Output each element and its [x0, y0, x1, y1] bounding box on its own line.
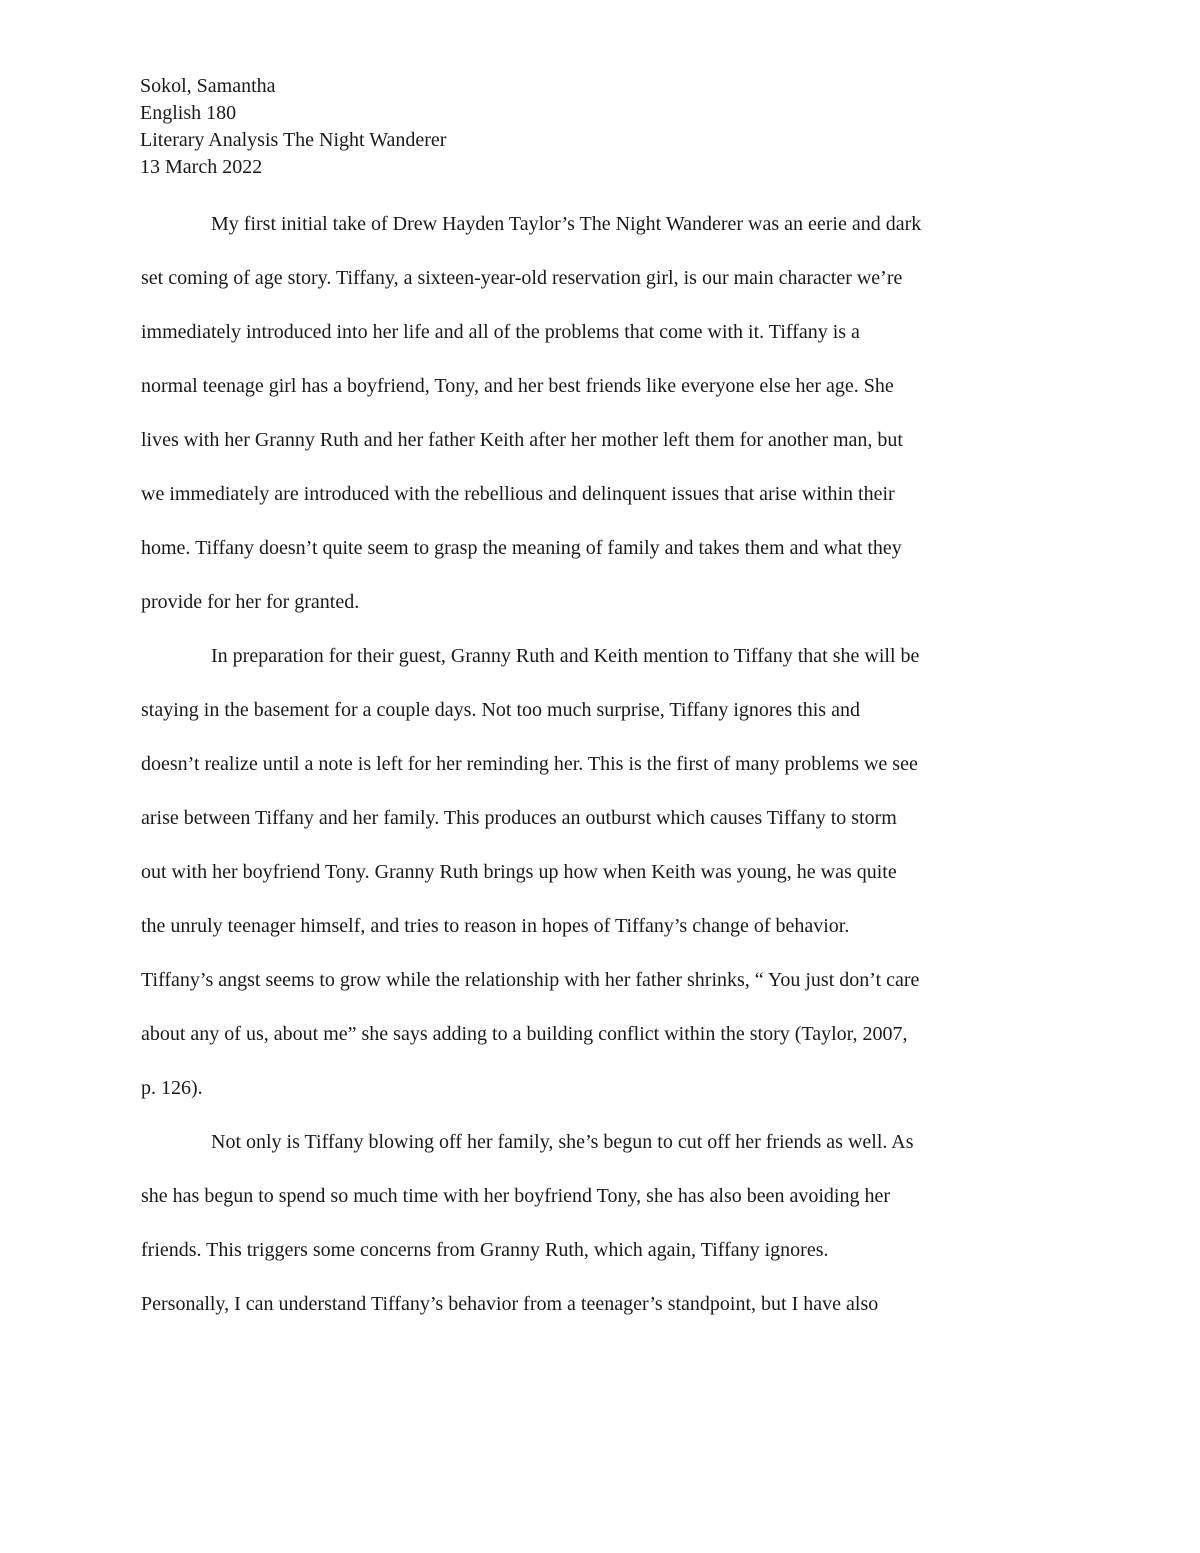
document-heading: [140, 73, 1080, 181]
paragraph-1-line-3: immediately introduced into her life and all of the problems that come with it. Tiffany is a: [141, 321, 860, 343]
paragraph-1-line-4: normal teenage girl has a boyfriend, Tony, and her best friends like everyone else her age. She: [141, 375, 894, 397]
paragraph-1-line-1: My first initial take of Drew Hayden Taylor’s The Night Wanderer was an eerie and dark: [211, 213, 922, 235]
paragraph-2-line-8: about any of us, about me” she says adding to a building conflict within the story (Taylor, 2007,: [141, 1023, 908, 1045]
paragraph-1-line-5: lives with her Granny Ruth and her father Keith after her mother left them for another man, but: [141, 429, 903, 451]
paragraph-2-line-6: the unruly teenager himself, and tries to reason in hopes of Tiffany’s change of behavior.: [141, 915, 850, 937]
paragraph-1-line-8: provide for her for granted.: [141, 591, 360, 613]
paragraph-3-line-1: Not only is Tiffany blowing off her family, she’s begun to cut off her friends as well. As: [211, 1131, 914, 1153]
assignment-title: Literary Analysis The Night Wanderer: [140, 129, 447, 151]
paragraph-2-line-9: p. 126).: [141, 1077, 203, 1099]
paragraph-3-line-2: she has begun to spend so much time with her boyfriend Tony, she has also been avoiding her: [141, 1185, 891, 1207]
document-date: 13 March 2022: [140, 156, 263, 178]
paragraph-3-line-4: Personally, I can understand Tiffany’s behavior from a teenager’s standpoint, but I have also: [141, 1293, 879, 1315]
paragraph-1-line-6: we immediately are introduced with the rebellious and delinquent issues that arise within their: [141, 483, 895, 505]
paragraph-2-line-5: out with her boyfriend Tony. Granny Ruth brings up how when Keith was young, he was quite: [141, 861, 897, 883]
course-name: English 180: [140, 102, 237, 124]
paragraph-2-line-2: staying in the basement for a couple days. Not too much surprise, Tiffany ignores this and: [141, 699, 860, 721]
paragraph-2-line-4: arise between Tiffany and her family. This produces an outburst which causes Tiffany to storm: [141, 807, 897, 829]
paragraph-1-line-2: set coming of age story. Tiffany, a sixteen-year-old reservation girl, is our main character we’re: [141, 267, 903, 289]
paragraph-2-line-1: In preparation for their guest, Granny Ruth and Keith mention to Tiffany that she will be: [211, 645, 920, 667]
paragraph-2-line-7: Tiffany’s angst seems to grow while the relationship with her father shrinks, “ You just don’t care: [141, 969, 920, 991]
author-name: Sokol, Samantha: [140, 75, 276, 97]
paragraph-2-line-3: doesn’t realize until a note is left for her reminding her. This is the first of many problems we see: [141, 753, 918, 775]
paragraph-1-line-7: home. Tiffany doesn’t quite seem to grasp the meaning of family and takes them and what they: [141, 537, 902, 559]
paragraph-3-line-3: friends. This triggers some concerns from Granny Ruth, which again, Tiffany ignores.: [141, 1239, 829, 1261]
